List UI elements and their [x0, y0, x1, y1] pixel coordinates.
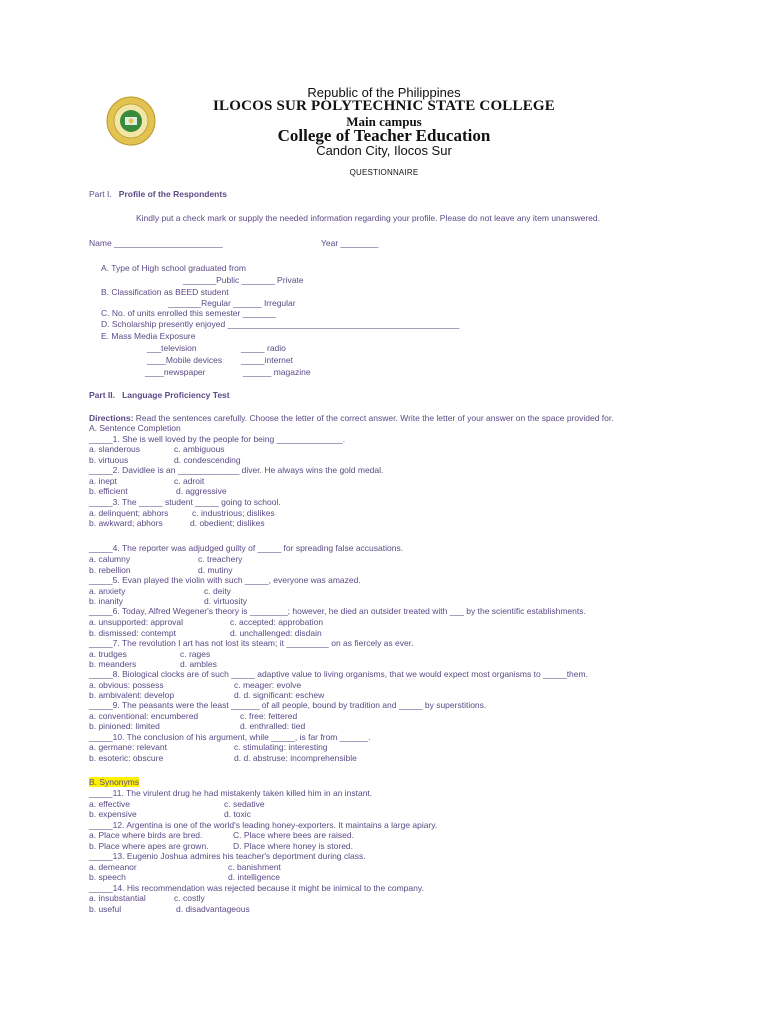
option: d. aggressive	[176, 486, 227, 496]
option: d. d. abstruse: incomprehensible	[234, 753, 357, 763]
part2-heading: Part II. Language Proficiency Test	[89, 390, 230, 400]
profile-item-c: C. No. of units enrolled this semester _______	[101, 308, 276, 318]
profile-item-a: A. Type of High school graduated from	[101, 263, 246, 273]
option: d. intelligence	[228, 872, 280, 882]
option: c. industrious; dislikes	[192, 508, 275, 518]
option: c. treachery	[198, 554, 243, 564]
option: d. unchallenged: disdain	[230, 628, 322, 638]
section-a-title: A. Sentence Completion	[89, 423, 181, 433]
option: b. ambivalent: develop	[89, 690, 175, 700]
option: d. virtuosity	[204, 596, 247, 606]
option: b. rebellion	[89, 565, 131, 575]
question-3: _____3. The _____ student _____ going to school.	[89, 497, 281, 507]
question-11: _____11. The virulent drug he had mistakenly taken killed him in an instant.	[89, 788, 373, 798]
option: a. inept	[89, 476, 117, 486]
media-mobile: ____Mobile devices	[147, 355, 223, 365]
option: a. calumny	[89, 554, 131, 564]
department-name: College of Teacher Education	[277, 126, 491, 145]
year-field: Year ________	[321, 238, 379, 248]
profile-item-b-options: _______Regular ______ Irregular	[168, 298, 296, 308]
question-13: _____13. Eugenio Joshua admires his teacher's deportment during class.	[89, 851, 366, 861]
option: c. deity	[204, 586, 231, 596]
option: b. useful	[89, 904, 122, 914]
option: a. anxiety	[89, 586, 126, 596]
option: a. slanderous	[89, 444, 141, 454]
option: c. ambiguous	[174, 444, 225, 454]
option: a. demeanor	[89, 862, 137, 872]
media-internet: _____internet	[241, 355, 293, 365]
option: c. free: fettered	[240, 711, 298, 721]
option: d. condescending	[174, 455, 241, 465]
part2-title: Language Proficiency Test	[122, 390, 230, 400]
question-14: _____14. His recommendation was rejected because it might be inimical to the company.	[89, 883, 424, 893]
media-magazine: ______ magazine	[243, 367, 311, 377]
question-10: _____10. The conclusion of his argument, while _____, is far from ______.	[89, 732, 371, 742]
option: b. esoteric: obscure	[89, 753, 164, 763]
option: a. effective	[89, 799, 130, 809]
question-6: _____6. Today, Alfred Wegener's theory is ________; however, he died an outsider treated with ___ by the scientific establishments.	[89, 606, 586, 616]
option: c. banishment	[228, 862, 281, 872]
option: a. conventional: encumbered	[89, 711, 199, 721]
option: a. unsupported: approval	[89, 617, 184, 627]
question-5: _____5. Evan played the violin with such _____, everyone was amazed.	[89, 575, 361, 585]
option: c. meager: evolve	[234, 680, 302, 690]
media-newspaper: ____newspaper	[145, 367, 206, 377]
profile-item-e: E. Mass Media Exposure	[101, 331, 196, 341]
question-4: _____4. The reporter was adjudged guilty of _____ for spreading false accusations.	[89, 543, 404, 553]
option: b. awkward; abhors	[89, 518, 163, 528]
name-field: Name _______________________	[89, 238, 223, 248]
profile-item-d: D. Scholarship presently enjoyed _________________________________________________	[101, 319, 460, 329]
option: c. sedative	[224, 799, 265, 809]
option: d. ambles	[180, 659, 217, 669]
option: d. d. significant: eschew	[234, 690, 325, 700]
option: b. efficient	[89, 486, 128, 496]
option: a. germane: relevant	[89, 742, 167, 752]
option: d. enthralled: tied	[240, 721, 306, 731]
option: a. obvious: possess	[89, 680, 164, 690]
question-7: _____7. The revolution I art has not lost its steam; it _________ on as fiercely as ever.	[89, 638, 414, 648]
part1-title: Profile of the Respondents	[118, 189, 227, 199]
media-television: ___television	[147, 343, 197, 353]
option: a. trudges	[89, 649, 127, 659]
question-9: _____9. The peasants were the least ______ of all people, bound by tradition and _____ by superstitions.	[89, 700, 487, 710]
option: d. obedient; dislikes	[190, 518, 265, 528]
option: b. inanity	[89, 596, 124, 606]
option: c. rages	[180, 649, 211, 659]
option: d. disadvantageous	[176, 904, 250, 914]
directions: Directions: Read the sentences carefully. Choose the letter of the correct answer. Write the letter of your answer on the space provided for.	[89, 413, 614, 423]
option: c. costly	[174, 893, 205, 903]
college-name: ILOCOS SUR POLYTECHNIC STATE COLLEGE	[212, 98, 555, 114]
option: C. Place where bees are raised.	[233, 830, 354, 840]
option: b. speech	[89, 872, 126, 882]
option: d. toxic	[224, 809, 251, 819]
option: c. adroit	[174, 476, 205, 486]
option: a. Place where birds are bred.	[89, 830, 203, 840]
option: a. delinquent; abhors	[89, 508, 169, 518]
option: c. stimulating: interesting	[234, 742, 328, 752]
option: b. meanders	[89, 659, 137, 669]
question-8: _____8. Biological clocks are of such _____ adaptive value to living organisms, that we would expect most organisms to _____them.	[89, 669, 588, 679]
option: b. Place where apes are grown.	[89, 841, 209, 851]
option: d. mutiny	[198, 565, 233, 575]
question-2: _____2. Davidlee is an _____________ diver. He always wins the gold medal.	[89, 465, 384, 475]
option: b. virtuous	[89, 455, 129, 465]
campus-name: Main campus	[346, 114, 422, 129]
location-line: Candon City, Ilocos Sur	[316, 143, 452, 158]
question-12: _____12. Argentina is one of the world's leading honey-exporters. It maintains a large apiary.	[89, 820, 438, 830]
part1-instruction: Kindly put a check mark or supply the needed information regarding your profile. Please do not leave any item unanswered.	[136, 213, 600, 223]
profile-item-b: B. Classification as BEED student	[101, 287, 229, 297]
republic-line: Republic of the Philippines	[307, 85, 461, 100]
part1-heading: Part I. Profile of the Respondents	[89, 189, 227, 199]
question-1: _____1. She is well loved by the people for being ______________.	[89, 434, 346, 444]
section-b-title: B. Synonyms	[89, 777, 140, 787]
option: b. pinioned: limited	[89, 721, 160, 731]
page-title: QUESTIONNAIRE	[349, 168, 419, 177]
option: a. insubstantial	[89, 893, 146, 903]
media-radio: _____ radio	[241, 343, 286, 353]
option: c. accepted: approbation	[230, 617, 324, 627]
option: D. Place where honey is stored.	[233, 841, 354, 851]
option: b. dismissed: contempt	[89, 628, 176, 638]
profile-item-a-options: _______Public _______ Private	[183, 275, 304, 285]
option: b. expensive	[89, 809, 137, 819]
